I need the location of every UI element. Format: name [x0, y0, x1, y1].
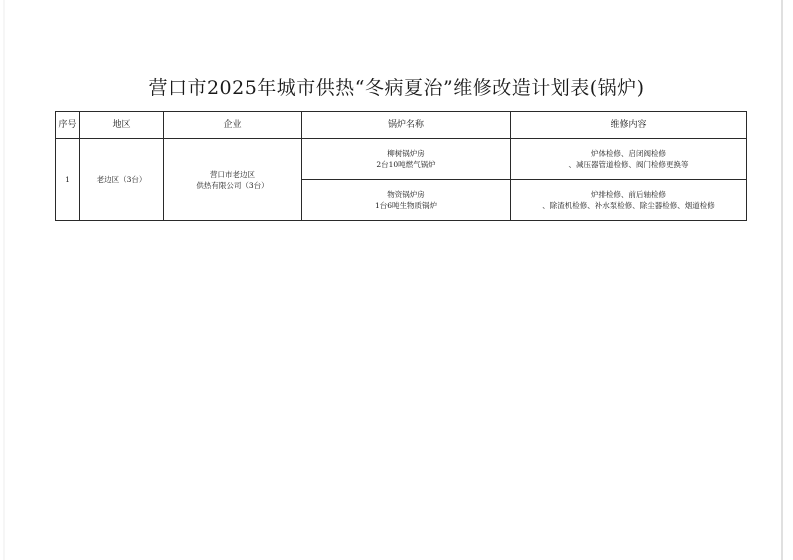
content-1-line1: 炉体检修、启闭阀检修	[591, 149, 666, 158]
header-maintenance-content: 维修内容	[511, 112, 747, 139]
table-row	[56, 139, 747, 180]
header-region: 地区	[80, 112, 164, 139]
content-2-line2: 、除渣机检修、补水泵检修、除尘器检修、烟道检修	[542, 201, 715, 210]
cell-content-1	[511, 139, 747, 180]
table-header-row	[56, 112, 747, 139]
company-name-line2: 供热有限公司（3台）	[196, 180, 269, 190]
header-company: 企业	[164, 112, 302, 139]
cell-content-2	[511, 180, 747, 221]
content-2-line1: 炉排检修、前后轴检修	[591, 190, 666, 199]
header-boiler-name: 锅炉名称	[302, 112, 511, 139]
cell-index: 1	[56, 139, 80, 221]
header-index: 序号	[56, 112, 80, 139]
content-1-line2: 、减压器管道检修、阀门检修更换等	[568, 160, 689, 169]
page-title: 营口市2025年城市供热“冬病夏治”维修改造计划表(锅炉)	[148, 77, 645, 99]
boiler-1-name: 柳树锅炉房	[387, 149, 425, 158]
maintenance-plan-table	[55, 111, 747, 221]
cell-company	[164, 139, 302, 221]
boiler-2-name: 物资锅炉房	[387, 190, 425, 199]
cell-region: 老边区（3台）	[80, 139, 164, 221]
boiler-1-spec: 2台10吨燃气锅炉	[376, 160, 436, 169]
boiler-2-spec: 1台6吨生物质锅炉	[374, 201, 438, 210]
cell-boiler-1	[302, 139, 511, 180]
company-name-line1: 营口市老边区	[210, 169, 255, 179]
cell-boiler-2	[302, 180, 511, 221]
